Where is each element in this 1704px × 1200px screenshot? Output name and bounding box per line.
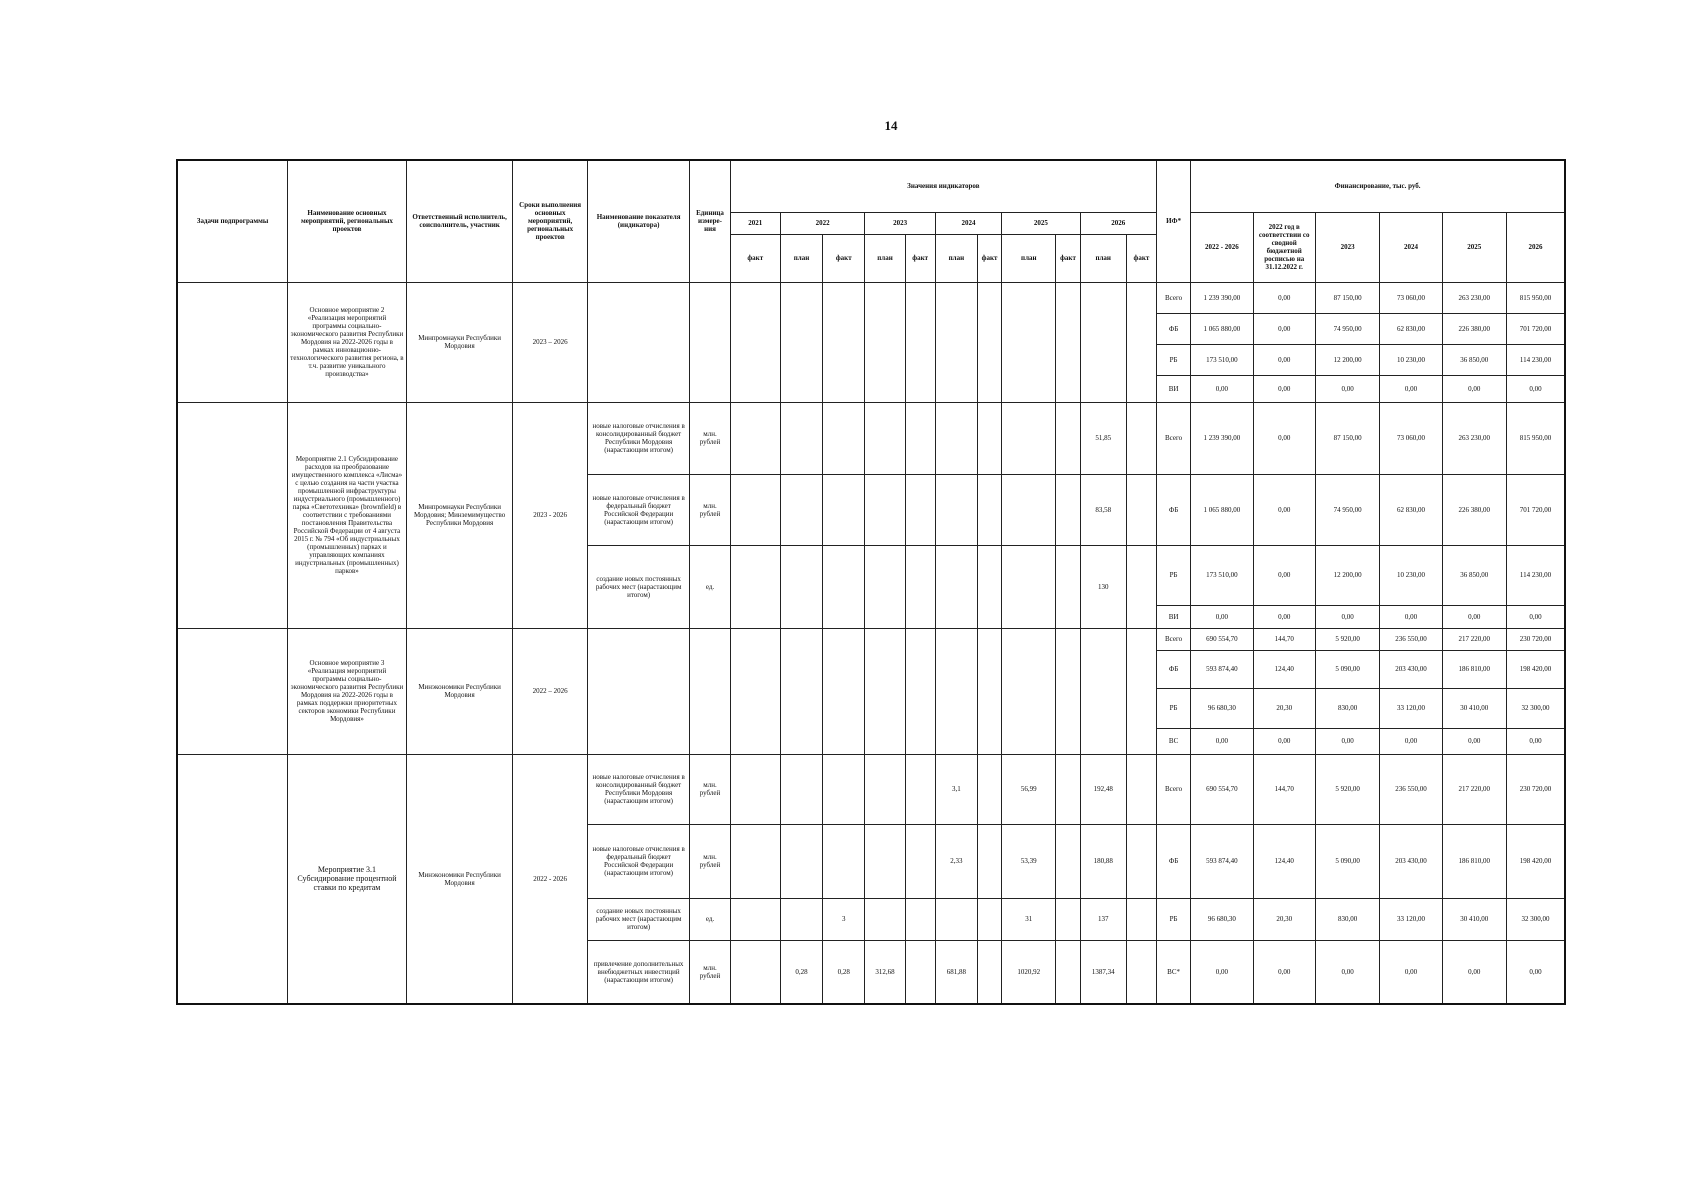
sub-header: факт (905, 234, 935, 282)
indicator-value: 0,28 (780, 940, 822, 1004)
executor: Минэкономики Республики Мордовия (406, 628, 513, 754)
fin-value: 0,00 (1253, 728, 1315, 754)
indicator-value: 1387,34 (1080, 940, 1126, 1004)
sub-header: план (865, 234, 905, 282)
fin-value: 20,30 (1253, 898, 1315, 940)
fin-value: 0,00 (1380, 605, 1442, 628)
indicator-value: 137 (1080, 898, 1126, 940)
fin-value: 1 239 390,00 (1191, 282, 1253, 313)
sub-header: план (780, 234, 822, 282)
fin-value: 0,00 (1315, 940, 1379, 1004)
measure-name: Мероприятие 3.1 Субсидирование процентной ставки по кредитам (288, 754, 407, 1004)
header-task: Задачи подпрограммы (177, 160, 288, 282)
indicator-value: 56,99 (1002, 754, 1056, 824)
fin-value: 144,70 (1253, 628, 1315, 650)
if-label: ФБ (1157, 313, 1191, 344)
indicator-name: новые налоговые отчисления в федеральный бюджет Российской Федерации (нарастающим итогом) (587, 824, 690, 898)
fin-value: 12 200,00 (1315, 344, 1379, 375)
fin-value: 226 380,00 (1442, 313, 1506, 344)
fin-value: 593 874,40 (1191, 824, 1253, 898)
fin-value: 0,00 (1315, 605, 1379, 628)
indicator-name: создание новых постоянных рабочих мест (нарастающим итогом) (587, 545, 690, 628)
fin-value: 87 150,00 (1315, 282, 1379, 313)
fin-value: 5 920,00 (1315, 628, 1379, 650)
fin-value: 830,00 (1315, 898, 1379, 940)
if-label: Всего (1157, 402, 1191, 474)
terms: 2023 - 2026 (513, 402, 587, 628)
fin-value: 0,00 (1442, 605, 1506, 628)
indicator-name (587, 628, 690, 754)
fin-value: 0,00 (1442, 728, 1506, 754)
task-cell (177, 628, 288, 754)
if-label: Всего (1157, 628, 1191, 650)
indicator-value: 180,88 (1080, 824, 1126, 898)
fin-value: 5 920,00 (1315, 754, 1379, 824)
indicator-value: 312,68 (865, 940, 905, 1004)
unit: млн. рублей (690, 824, 730, 898)
fin-value: 230 720,00 (1506, 754, 1565, 824)
sub-header: факт (1056, 234, 1080, 282)
fin-value: 36 850,00 (1442, 344, 1506, 375)
fin-value: 0,00 (1253, 375, 1315, 402)
fin-value: 0,00 (1506, 605, 1565, 628)
fin-value: 5 090,00 (1315, 650, 1379, 688)
if-label: РБ (1157, 344, 1191, 375)
if-label: ВИ (1157, 375, 1191, 402)
sub-header: план (1080, 234, 1126, 282)
fin-value: 203 430,00 (1380, 650, 1442, 688)
fin-value: 690 554,70 (1191, 628, 1253, 650)
fin-value: 173 510,00 (1191, 344, 1253, 375)
unit: ед. (690, 898, 730, 940)
unit: млн. рублей (690, 940, 730, 1004)
fin-value: 0,00 (1253, 474, 1315, 545)
fin-value: 0,00 (1315, 375, 1379, 402)
fin-value: 12 200,00 (1315, 545, 1379, 605)
fin-col-total: 2022 - 2026 (1191, 212, 1253, 282)
fin-value: 114 230,00 (1506, 344, 1565, 375)
indicator-name: новые налоговые отчисления в консолидированный бюджет Республики Мордовия (нарастающим итогом) (587, 402, 690, 474)
terms: 2022 - 2026 (513, 754, 587, 1004)
indicator-value: 681,88 (935, 940, 977, 1004)
header-terms: Сроки выполнения основных мероприятий, региональных проектов (513, 160, 587, 282)
task-cell (177, 402, 288, 628)
if-label: Всего (1157, 282, 1191, 313)
fin-value: 0,00 (1506, 375, 1565, 402)
fin-value: 0,00 (1191, 375, 1253, 402)
indicator-name: привлечение дополнительных внебюджетных инвестиций (нарастающим итогом) (587, 940, 690, 1004)
indicator-value: 53,39 (1002, 824, 1056, 898)
fin-value: 236 550,00 (1380, 628, 1442, 650)
fin-value: 32 300,00 (1506, 898, 1565, 940)
unit (690, 628, 730, 754)
header-measures: Наименование основных мероприятий, региональных проектов (288, 160, 407, 282)
fin-value: 62 830,00 (1380, 313, 1442, 344)
fin-value: 114 230,00 (1506, 545, 1565, 605)
year-2024: 2024 (935, 212, 1001, 234)
fin-value: 124,40 (1253, 650, 1315, 688)
indicator-value: 1020,92 (1002, 940, 1056, 1004)
fin-value: 198 420,00 (1506, 650, 1565, 688)
if-label: РБ (1157, 545, 1191, 605)
indicator-value: 51,85 (1080, 402, 1126, 474)
header-indicator: Наименование показателя (индикатора) (587, 160, 690, 282)
fin-value: 203 430,00 (1380, 824, 1442, 898)
if-label: РБ (1157, 688, 1191, 728)
sub-header: факт (730, 234, 780, 282)
if-label: ФБ (1157, 650, 1191, 688)
fin-value: 10 230,00 (1380, 344, 1442, 375)
fin-value: 0,00 (1380, 375, 1442, 402)
page-number: 14 (884, 118, 898, 133)
unit: млн. рублей (690, 474, 730, 545)
header-indicator-values: Значения индикаторов (730, 160, 1156, 212)
fin-value: 173 510,00 (1191, 545, 1253, 605)
fin-value: 0,00 (1253, 605, 1315, 628)
year-2023: 2023 (865, 212, 935, 234)
fin-value: 815 950,00 (1506, 402, 1565, 474)
sub-header: план (1002, 234, 1056, 282)
year-2026: 2026 (1080, 212, 1156, 234)
fin-value: 0,00 (1191, 605, 1253, 628)
fin-value: 0,00 (1253, 344, 1315, 375)
year-2022: 2022 (780, 212, 864, 234)
indicator-name: новые налоговые отчисления в консолидированный бюджет Республики Мордовия (нарастающим итогом) (587, 754, 690, 824)
header-financing: Финансирование, тыс. руб. (1191, 160, 1565, 212)
fin-col-2023: 2023 (1315, 212, 1379, 282)
measure-name: Мероприятие 2.1 Субсидирование расходов на преобразование имущественного комплекса «Лисма» с целью создания на части участка промышленной инфраструктуры индустриального (промышленного) парка «Светотехника» (brownfield) в соответствии с требованиями постановления Правительства Российской Федерации от 4 августа 2015 г. № 794 «Об индустриальных (промышленных) парках и управляющих компаниях индустриальных (промышленных) парков» (288, 402, 407, 628)
fin-value: 186 810,00 (1442, 824, 1506, 898)
fin-value: 144,70 (1253, 754, 1315, 824)
indicator-value: 130 (1080, 545, 1126, 628)
year-2025: 2025 (1002, 212, 1080, 234)
fin-value: 30 410,00 (1442, 898, 1506, 940)
unit: млн. рублей (690, 402, 730, 474)
terms: 2023 – 2026 (513, 282, 587, 402)
fin-value: 0,00 (1442, 375, 1506, 402)
fin-value: 0,00 (1253, 282, 1315, 313)
year-2021: 2021 (730, 212, 780, 234)
fin-value: 33 120,00 (1380, 898, 1442, 940)
fin-value: 32 300,00 (1506, 688, 1565, 728)
task-cell (177, 754, 288, 1004)
unit (690, 282, 730, 402)
fin-value: 830,00 (1315, 688, 1379, 728)
fin-value: 236 550,00 (1380, 754, 1442, 824)
fin-value: 701 720,00 (1506, 313, 1565, 344)
sub-header: план (935, 234, 977, 282)
unit: ед. (690, 545, 730, 628)
indicator-value: 83,58 (1080, 474, 1126, 545)
if-label: ФБ (1157, 474, 1191, 545)
fin-value: 0,00 (1506, 728, 1565, 754)
sub-header: факт (1126, 234, 1156, 282)
fin-value: 0,00 (1191, 728, 1253, 754)
sub-header: факт (823, 234, 865, 282)
fin-value: 0,00 (1253, 402, 1315, 474)
measure-name: Основное мероприятие 3 «Реализация мероприятий программы социально-экономического развития Республики Мордовия на 2022-2026 годы в рамках поддержки приоритетных секторов экономики Республики Мордовия» (288, 628, 407, 754)
fin-value: 0,00 (1442, 940, 1506, 1004)
fin-value: 5 090,00 (1315, 824, 1379, 898)
indicator-value: 0,28 (823, 940, 865, 1004)
fin-value: 1 065 880,00 (1191, 474, 1253, 545)
fin-col-2024: 2024 (1380, 212, 1442, 282)
fin-value: 87 150,00 (1315, 402, 1379, 474)
fin-value: 20,30 (1253, 688, 1315, 728)
fin-value: 815 950,00 (1506, 282, 1565, 313)
fin-value: 217 220,00 (1442, 628, 1506, 650)
unit: млн. рублей (690, 754, 730, 824)
fin-value: 0,00 (1253, 940, 1315, 1004)
if-label: ВИ (1157, 605, 1191, 628)
fin-value: 96 680,30 (1191, 898, 1253, 940)
fin-value: 701 720,00 (1506, 474, 1565, 545)
header-unit: Единица измере-ния (690, 160, 730, 282)
executor: Минэкономики Республики Мордовия (406, 754, 513, 1004)
fin-value: 226 380,00 (1442, 474, 1506, 545)
header-executor: Ответственный исполнитель, соисполнитель, участник (406, 160, 513, 282)
fin-value: 74 950,00 (1315, 474, 1379, 545)
fin-value: 30 410,00 (1442, 688, 1506, 728)
indicator-name (587, 282, 690, 402)
sub-header: факт (978, 234, 1002, 282)
fin-value: 10 230,00 (1380, 545, 1442, 605)
fin-value: 263 230,00 (1442, 402, 1506, 474)
fin-value: 124,40 (1253, 824, 1315, 898)
fin-value: 690 554,70 (1191, 754, 1253, 824)
if-label: ВС* (1157, 940, 1191, 1004)
fin-col-2025: 2025 (1442, 212, 1506, 282)
fin-value: 1 239 390,00 (1191, 402, 1253, 474)
measure-name: Основное мероприятие 2 «Реализация мероприятий программы социально-экономического развития Республики Мордовия на 2022-2026 годы в рамках инновационно-технологического развития региона, в т.ч. развитие уникального производства» (288, 282, 407, 402)
fin-value: 0,00 (1506, 940, 1565, 1004)
indicator-value: 31 (1002, 898, 1056, 940)
fin-value: 74 950,00 (1315, 313, 1379, 344)
task-cell (177, 282, 288, 402)
program-table (176, 159, 1566, 1005)
indicator-value: 192,48 (1080, 754, 1126, 824)
fin-value: 0,00 (1253, 313, 1315, 344)
fin-value: 73 060,00 (1380, 282, 1442, 313)
executor: Минпромнауки Республики Мордовия (406, 282, 513, 402)
fin-value: 263 230,00 (1442, 282, 1506, 313)
fin-value: 186 810,00 (1442, 650, 1506, 688)
fin-value: 0,00 (1380, 940, 1442, 1004)
if-label: РБ (1157, 898, 1191, 940)
fin-col-2026: 2026 (1506, 212, 1565, 282)
fin-value: 73 060,00 (1380, 402, 1442, 474)
executor: Минпромнауки Республики Мордовия; Минземимущество Республики Мордовия (406, 402, 513, 628)
indicator-value: 3 (823, 898, 865, 940)
indicator-name: новые налоговые отчисления в федеральный бюджет Российской Федерации (нарастающим итогом) (587, 474, 690, 545)
header-if: ИФ* (1157, 160, 1191, 282)
if-label: ВС (1157, 728, 1191, 754)
fin-value: 0,00 (1253, 545, 1315, 605)
fin-value: 36 850,00 (1442, 545, 1506, 605)
fin-value: 217 220,00 (1442, 754, 1506, 824)
fin-value: 0,00 (1380, 728, 1442, 754)
fin-col-2022: 2022 год в соответствии со сводной бюджетной росписью на 31.12.2022 г. (1253, 212, 1315, 282)
terms: 2022 – 2026 (513, 628, 587, 754)
fin-value: 96 680,30 (1191, 688, 1253, 728)
indicator-value: 3,1 (935, 754, 977, 824)
fin-value: 198 420,00 (1506, 824, 1565, 898)
fin-value: 230 720,00 (1506, 628, 1565, 650)
indicator-value: 2,33 (935, 824, 977, 898)
fin-value: 0,00 (1191, 940, 1253, 1004)
fin-value: 62 830,00 (1380, 474, 1442, 545)
fin-value: 1 065 880,00 (1191, 313, 1253, 344)
indicator-name: создание новых постоянных рабочих мест (нарастающим итогом) (587, 898, 690, 940)
fin-value: 33 120,00 (1380, 688, 1442, 728)
if-label: Всего (1157, 754, 1191, 824)
fin-value: 0,00 (1315, 728, 1379, 754)
if-label: ФБ (1157, 824, 1191, 898)
fin-value: 593 874,40 (1191, 650, 1253, 688)
